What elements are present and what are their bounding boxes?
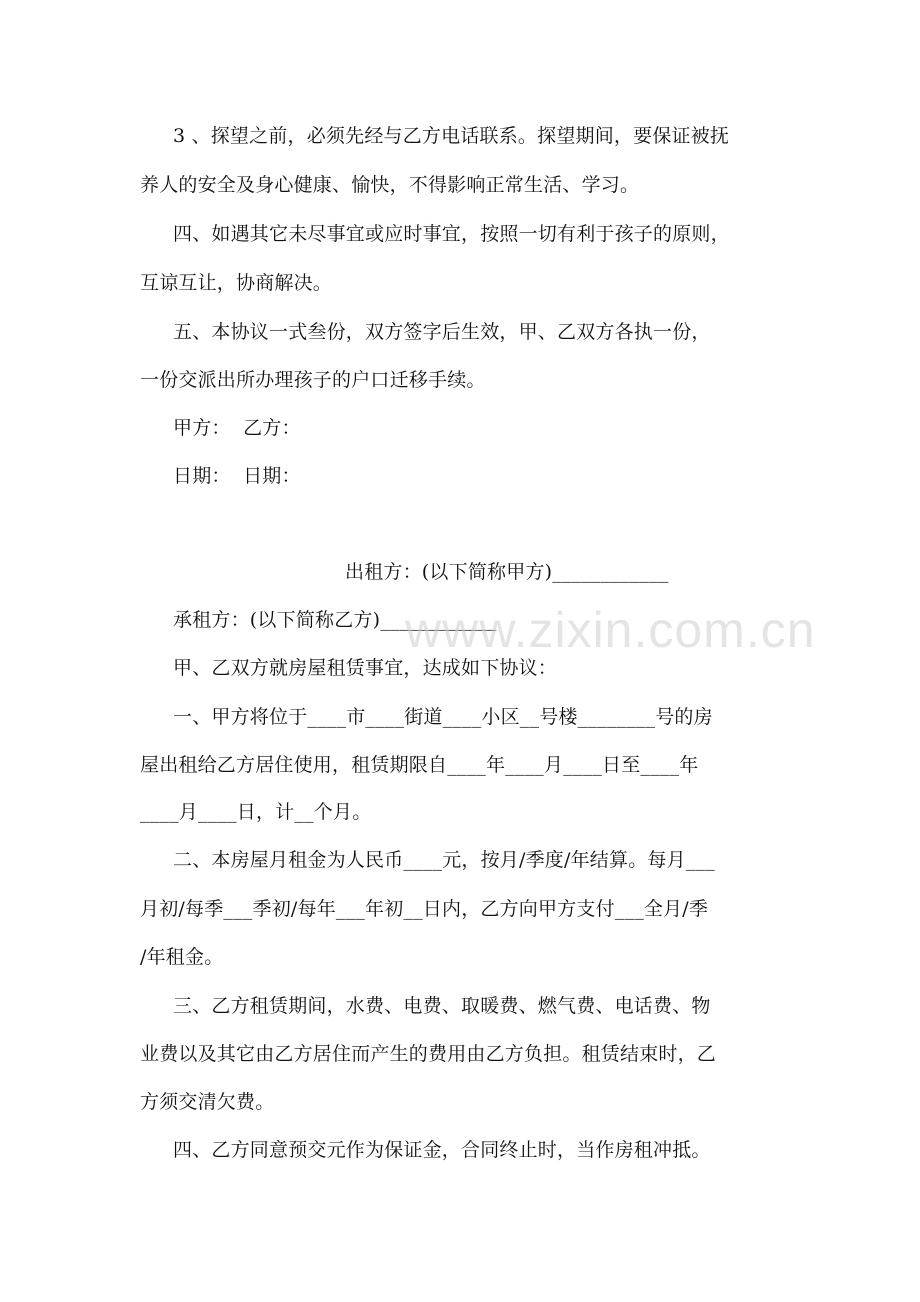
clause-line: ____月____日，计__个月。 (140, 801, 372, 823)
paragraph-line: 养人的安全及身心健康、愉快，不得影响正常生活、学习。 (140, 174, 640, 196)
paragraph-line: 互谅互让，协商解决。 (140, 272, 333, 294)
paragraph-line: 一份交派出所办理孩子的户口迁移手续。 (140, 369, 486, 391)
agreement-intro-line: 甲、乙双方就房屋租赁事宜，达成如下协议： (173, 657, 558, 679)
clause-line: 月初/每季___季初/每年___年初__日内，乙方向甲方支付___全月/季 (140, 898, 709, 920)
paragraph-line: 四、如遇其它未尽事宜或应时事宜，按照一切有利于孩子的原则， (173, 223, 730, 245)
clause-line: 方须交清欠费。 (140, 1091, 275, 1113)
signature-party-line: 甲方： 乙方： (173, 417, 301, 439)
clause-line: 屋出租给乙方居住使用，租赁期限自____年____月____日至____年 (140, 754, 699, 776)
paragraph-line: 3 、探望之前，必须先经与乙方电话联系。探望期间，要保证被抚 (173, 125, 730, 147)
lessee-line: 承租方：(以下简称乙方)____________ (173, 609, 497, 631)
clause-line: 三、乙方租赁期间，水费、电费、取暖费、燃气费、电话费、物 (173, 995, 711, 1017)
clause-line: 一、甲方将位于____市____街道____小区__号楼________号的房 (173, 706, 713, 728)
watermark: www.zixin.com.cn (405, 602, 816, 658)
signature-date-line: 日期： 日期： (173, 465, 301, 487)
clause-line: 四、乙方同意预交元作为保证金，合同终止时，当作房租冲抵。 (173, 1139, 711, 1161)
clause-line: 二、本房屋月租金为人民币____元，按月/季度/年结算。每月___ (173, 849, 715, 871)
clause-line: /年租金。 (140, 946, 224, 968)
lessor-line: 出租方：(以下简称甲方)____________ (345, 561, 669, 583)
clause-line: 业费以及其它由乙方居住而产生的费用由乙方负担。租赁结束时，乙 (140, 1043, 717, 1065)
paragraph-line: 五、本协议一式叁份，双方签字后生效，甲、乙双方各执一份， (173, 321, 711, 343)
